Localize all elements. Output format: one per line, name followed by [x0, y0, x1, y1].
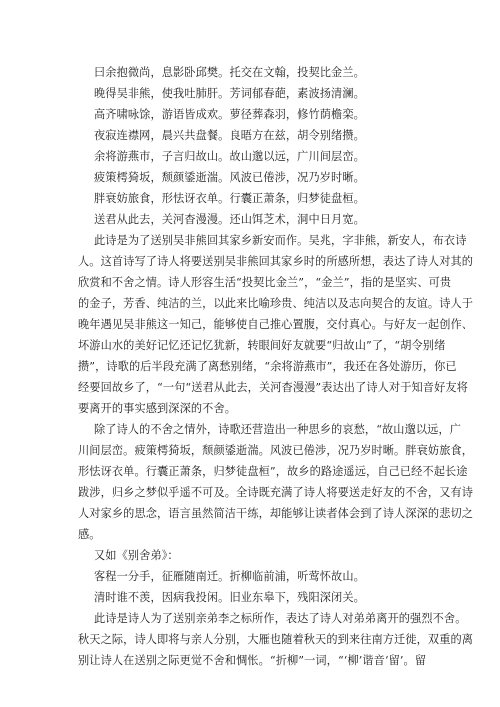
paragraph-line: 秋天之际，诗人即将与亲人分别，大雁也随着秋天的到来往南方迁徙，双重的离 — [78, 633, 474, 646]
poem-line: 夜寂连襟网，晨兴共盘餐。良晤方在兹，胡令别绪攒。 — [94, 129, 365, 142]
paragraph-line: 除了诗人的不舍之情外，诗歌还营造出一种思乡的哀愁，“故山邈以远，广 — [94, 423, 462, 436]
paragraph-line: 坏游山水的美好记忆还记忆犹新，转眼间好友就要“归故山”了，“胡令别绪 — [78, 339, 446, 352]
poem-line: 高齐啸咏馀，游语皆成欢。萝径葬森羽，修竹荫檐栾。 — [94, 108, 365, 121]
paragraph-line: 晚年遇见吴非熊这一知己，能够使自己推心置腹，交付真心。与好友一起创作、 — [78, 318, 474, 331]
poem-line: 晚得吴非熊，使我吐肺肝。芳词郁春葩，素波扬清澜。 — [94, 87, 365, 100]
paragraph-line: 欣赏和不舍之情。诗人形容生活“投契比金兰”，“金兰”，指的是坚实、可贵 — [78, 276, 452, 289]
paragraph-line: 的金子，芳香、纯洁的兰，以此来比喻珍贵、纯洁以及志向契合的友谊。诗人于 — [78, 297, 474, 310]
poem-line: 客程一分手，征雁随南迁。折柳临前浦，听莺怀故山。 — [94, 570, 365, 583]
paragraph-line: 人。这首诗写了诗人将要送别吴非熊回其家乡时的所感所想，表达了诗人对其的 — [78, 255, 474, 268]
poem-line: 清时谁不羡，因病我投闲。旧业东皋下，残阳深闭关。 — [94, 591, 365, 604]
poem-line: 曰余抱微尚，息影卧邱樊。托交在文翰，投契比金兰。 — [94, 66, 365, 79]
poem-line: 余将游燕市，子言归故山。故山邈以远，广川间层峦。 — [94, 150, 365, 163]
paragraph-line: 经要回故乡了，“一句“送君从此去，关河杳漫漫”表达出了诗人对于知音好友将 — [78, 381, 468, 394]
paragraph-line: 要离开的事实感到深深的不舍。 — [78, 402, 237, 415]
poem-line: 送君从此去，关河杳漫漫。还山饵芝术，洞中日月宽。 — [94, 213, 365, 226]
paragraph-line: 别让诗人在送别之际更觉不舍和惆怅。“折柳”一词，“‘柳’谐音‘留’。留 — [78, 654, 427, 667]
paragraph-line: 感。 — [78, 528, 101, 541]
poem-line: 胖衰妨旅食，形怯讶衣单。行囊正萧条，归梦徒盘桓。 — [94, 192, 365, 205]
paragraph-line: 川间层峦。疲策樗猗坂，颓颜鋈逝湍。风波已倦涉，况乃岁时晰。胖衰妨旅食， — [78, 444, 474, 457]
paragraph-line: 此诗是为了送别吴非熊回其家乡新安而作。吴兆，字非熊，新安人，布衣诗 — [94, 234, 467, 247]
poem-line: 疲策樗猗坂，颓颜鋈逝湍。风波已倦涉，况乃岁时晰。 — [94, 171, 365, 184]
paragraph-line: 此诗是诗人为了送别亲弟李之标所作，表达了诗人对弟弟离开的强烈不舍。 — [94, 612, 467, 625]
paragraph-line: 人对家乡的思念，语言虽然简洁干练，却能够让读者体会到了诗人深深的悲切之 — [78, 507, 474, 520]
paragraph-line: 跋涉，归乡之梦似乎遥不可及。全诗既充满了诗人将要送走好友的不舍，又有诗 — [78, 486, 474, 499]
paragraph-line: 形怯讶衣单。行囊正萧条，归梦徒盘桓”，故乡的路途遥远，自己已经不起长途 — [78, 465, 468, 478]
poem-intro: 又如《别舍弟》： — [94, 549, 179, 562]
paragraph-line: 攒”，诗歌的后半段充满了离愁别绪，“余将游燕市”，我还在各处游历，你已 — [78, 360, 457, 373]
